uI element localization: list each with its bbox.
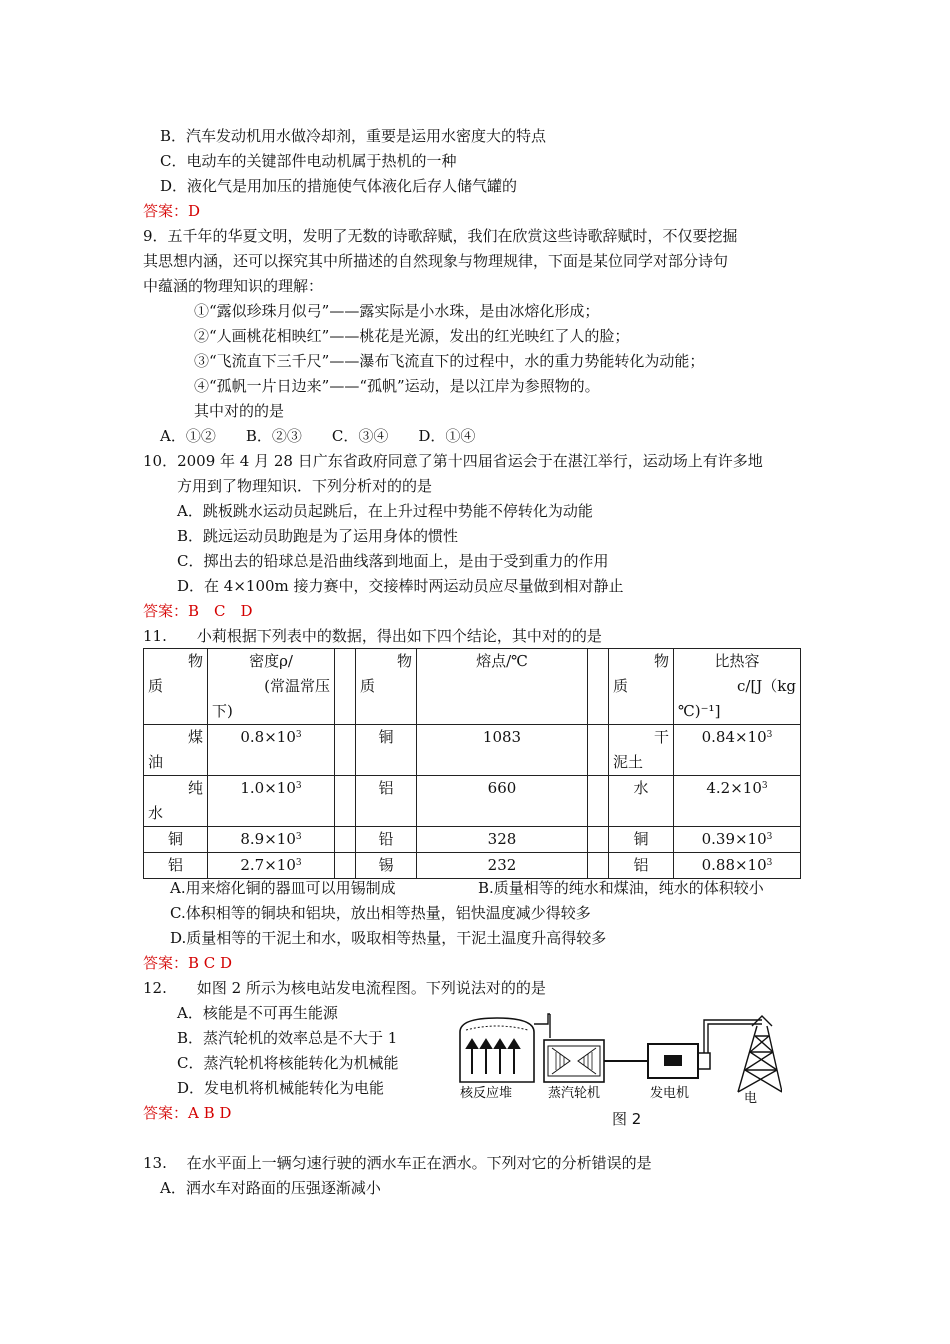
header-substance-2b: 质	[360, 677, 376, 695]
label-turbine: 蒸汽轮机	[548, 1086, 601, 1101]
q12-option-b: B．蒸汽轮机的效率总是不大于 1	[177, 1029, 398, 1047]
reactor-icon	[460, 1018, 534, 1082]
header-substance-3a: 物	[653, 652, 669, 670]
header-specific-heat: 比热容	[714, 652, 760, 670]
cell-substance: 纯	[187, 779, 203, 797]
q8-option-c: C．电动车的关键部件电动机属于热机的一种	[160, 152, 457, 170]
cell-substance: 锡	[356, 853, 417, 879]
cell-substance-cont: 油	[148, 753, 164, 771]
table-row	[144, 776, 801, 827]
q9-stem-line3: 中蕴涵的物理知识的理解：	[143, 277, 324, 295]
q9-stem-line1: 9．五千年的华夏文明，发明了无数的诗歌辞赋，我们在欣赏这些诗歌辞赋时，不仅要挖掘	[143, 227, 738, 245]
header-substance-1b: 质	[148, 677, 164, 695]
header-substance-1a: 物	[187, 652, 203, 670]
label-electricity: 电	[744, 1091, 758, 1104]
q11-option-b: B.质量相等的纯水和煤油，纯水的体积较小	[478, 879, 764, 897]
power-tower-icon	[738, 1016, 782, 1092]
cell-exponent: 3	[295, 832, 302, 842]
header-substance-2a: 物	[396, 652, 412, 670]
cell-exponent: 3	[761, 781, 768, 791]
q10-stem-line1: 10．2009 年 4 月 28 日广东省政府同意了第十四届省运会于在湛江举行，运动场上有许多地	[143, 452, 763, 470]
cell-density: 0.8×10	[240, 728, 296, 746]
cell-specific-heat: 0.39×10	[701, 830, 767, 848]
cell-exponent: 3	[766, 832, 773, 842]
cell-density: 8.9×10	[240, 830, 296, 848]
table-row	[144, 827, 801, 853]
table-header-row	[144, 649, 801, 725]
header-specific-heat-2: c/[J（kg	[736, 677, 796, 695]
cell-substance: 铝	[609, 853, 674, 879]
cell-substance: 铅	[356, 827, 417, 853]
q9-prompt: 其中对的的是	[194, 402, 285, 420]
cell-substance-cont: 水	[148, 804, 164, 822]
cell-substance: 干	[653, 728, 669, 746]
q12-answer: 答案：A B D	[143, 1104, 232, 1122]
cell-specific-heat: 4.2×10	[706, 779, 762, 797]
q11-answer: 答案：B C D	[143, 954, 233, 972]
cell-substance: 铜	[144, 827, 208, 853]
q8-option-d: D．液化气是用加压的措施使气体液化后存人储气罐的	[160, 177, 518, 195]
cell-substance: 铜	[609, 827, 674, 853]
cell-substance: 铝	[356, 776, 417, 827]
figure-caption: 图 2	[612, 1110, 642, 1128]
q10-answer: 答案：B C D	[143, 602, 253, 620]
header-substance-3b: 质	[613, 677, 629, 695]
cell-substance-cont: 泥土	[613, 753, 644, 771]
header-melting-point: 熔点/℃	[476, 652, 528, 670]
q11-stem: 11. 小莉根据下列表中的数据，得出如下四个结论，其中对的的是	[143, 627, 602, 645]
table-row	[144, 725, 801, 776]
label-reactor: 核反应堆	[460, 1086, 513, 1101]
header-density-3: 下)	[212, 702, 233, 720]
generator-icon	[648, 1044, 710, 1078]
q12-option-d: D．发电机将机械能转化为电能	[177, 1079, 385, 1097]
cell-specific-heat: 0.84×10	[701, 728, 767, 746]
cell-substance: 水	[609, 776, 674, 827]
cell-exponent: 3	[295, 730, 302, 740]
q11-option-a: A.用来熔化铜的器皿可以用锡制成	[170, 879, 396, 897]
cell-exponent: 3	[766, 730, 773, 740]
cell-specific-heat: 0.88×10	[701, 856, 767, 874]
q9-item-1: ①“露似珍珠月似弓”——露实际是小水珠，是由冰熔化形成；	[194, 302, 600, 320]
q10-option-a: A．跳板跳水运动员起跳后，在上升过程中势能不停转化为动能	[177, 502, 593, 520]
q9-stem-line2: 其思想内涵，还可以探究其中所描述的自然现象与物理规律，下面是某位同学对部分诗句	[143, 252, 729, 270]
q10-option-d: D．在 4×100m 接力赛中，交接棒时两运动员应尽量做到相对静止	[177, 577, 624, 595]
cell-melting-point: 328	[417, 827, 588, 853]
q12-stem: 12. 如图 2 所示为核电站发电流程图。下列说法对的的是	[143, 979, 546, 997]
q9-item-2: ②“人画桃花相映红”——桃花是光源，发出的红光映红了人的脸；	[194, 327, 630, 345]
cell-melting-point: 1083	[417, 725, 588, 776]
cell-exponent: 3	[295, 858, 302, 868]
q12-option-c: C．蒸汽轮机将核能转化为机械能	[177, 1054, 399, 1072]
cell-substance: 铝	[144, 853, 208, 879]
table-row	[144, 853, 801, 879]
q13-option-a: A．洒水车对路面的压强逐渐减小	[160, 1179, 381, 1197]
q13-stem: 13. 在水平面上一辆匀速行驶的洒水车正在洒水。下列对它的分析错误的是	[143, 1154, 652, 1172]
q10-option-c: C．掷出去的铅球总是沿曲线落到地面上，是由于受到重力的作用	[177, 552, 609, 570]
cell-density: 1.0×10	[240, 779, 296, 797]
header-density-2: (常温常压	[264, 677, 330, 695]
steam-turbine-icon	[544, 1040, 604, 1082]
q10-option-b: B．跳远运动员助跑是为了运用身体的惯性	[177, 527, 459, 545]
cell-density: 2.7×10	[240, 856, 296, 874]
q11-data-table	[143, 648, 801, 879]
cell-substance: 煤	[187, 728, 203, 746]
cell-exponent: 3	[295, 781, 302, 791]
nuclear-plant-diagram	[452, 1012, 782, 1104]
q8-option-b: B．汽车发动机用水做冷却剂，重要是运用水密度大的特点	[160, 127, 547, 145]
q9-options: A．①② B．②③ C．③④ D．①④	[160, 427, 476, 445]
cell-exponent: 3	[766, 858, 773, 868]
header-specific-heat-3: ℃)⁻¹]	[678, 702, 721, 720]
q9-item-3: ③“飞流直下三千尺”——瀑布飞流直下的过程中，水的重力势能转化为动能；	[194, 352, 705, 370]
label-generator: 发电机	[650, 1086, 690, 1101]
q9-item-4: ④“孤帆一片日边来”——“孤帆”运动，是以江岸为参照物的。	[194, 377, 600, 395]
q11-option-d: D.质量相等的干泥土和水，吸取相等热量，干泥土温度升高得较多	[170, 929, 607, 947]
header-density: 密度ρ/	[249, 652, 293, 670]
q10-stem-line2: 方用到了物理知识．下列分析对的的是	[177, 477, 433, 495]
q8-answer: 答案：D	[143, 202, 201, 220]
cell-substance: 铜	[356, 725, 417, 776]
cell-melting-point: 232	[417, 853, 588, 879]
q12-option-a: A．核能是不可再生能源	[177, 1004, 338, 1022]
cell-melting-point: 660	[417, 776, 588, 827]
q11-option-c: C.体积相等的铜块和铝块，放出相等热量，铝快温度减少得较多	[170, 904, 591, 922]
